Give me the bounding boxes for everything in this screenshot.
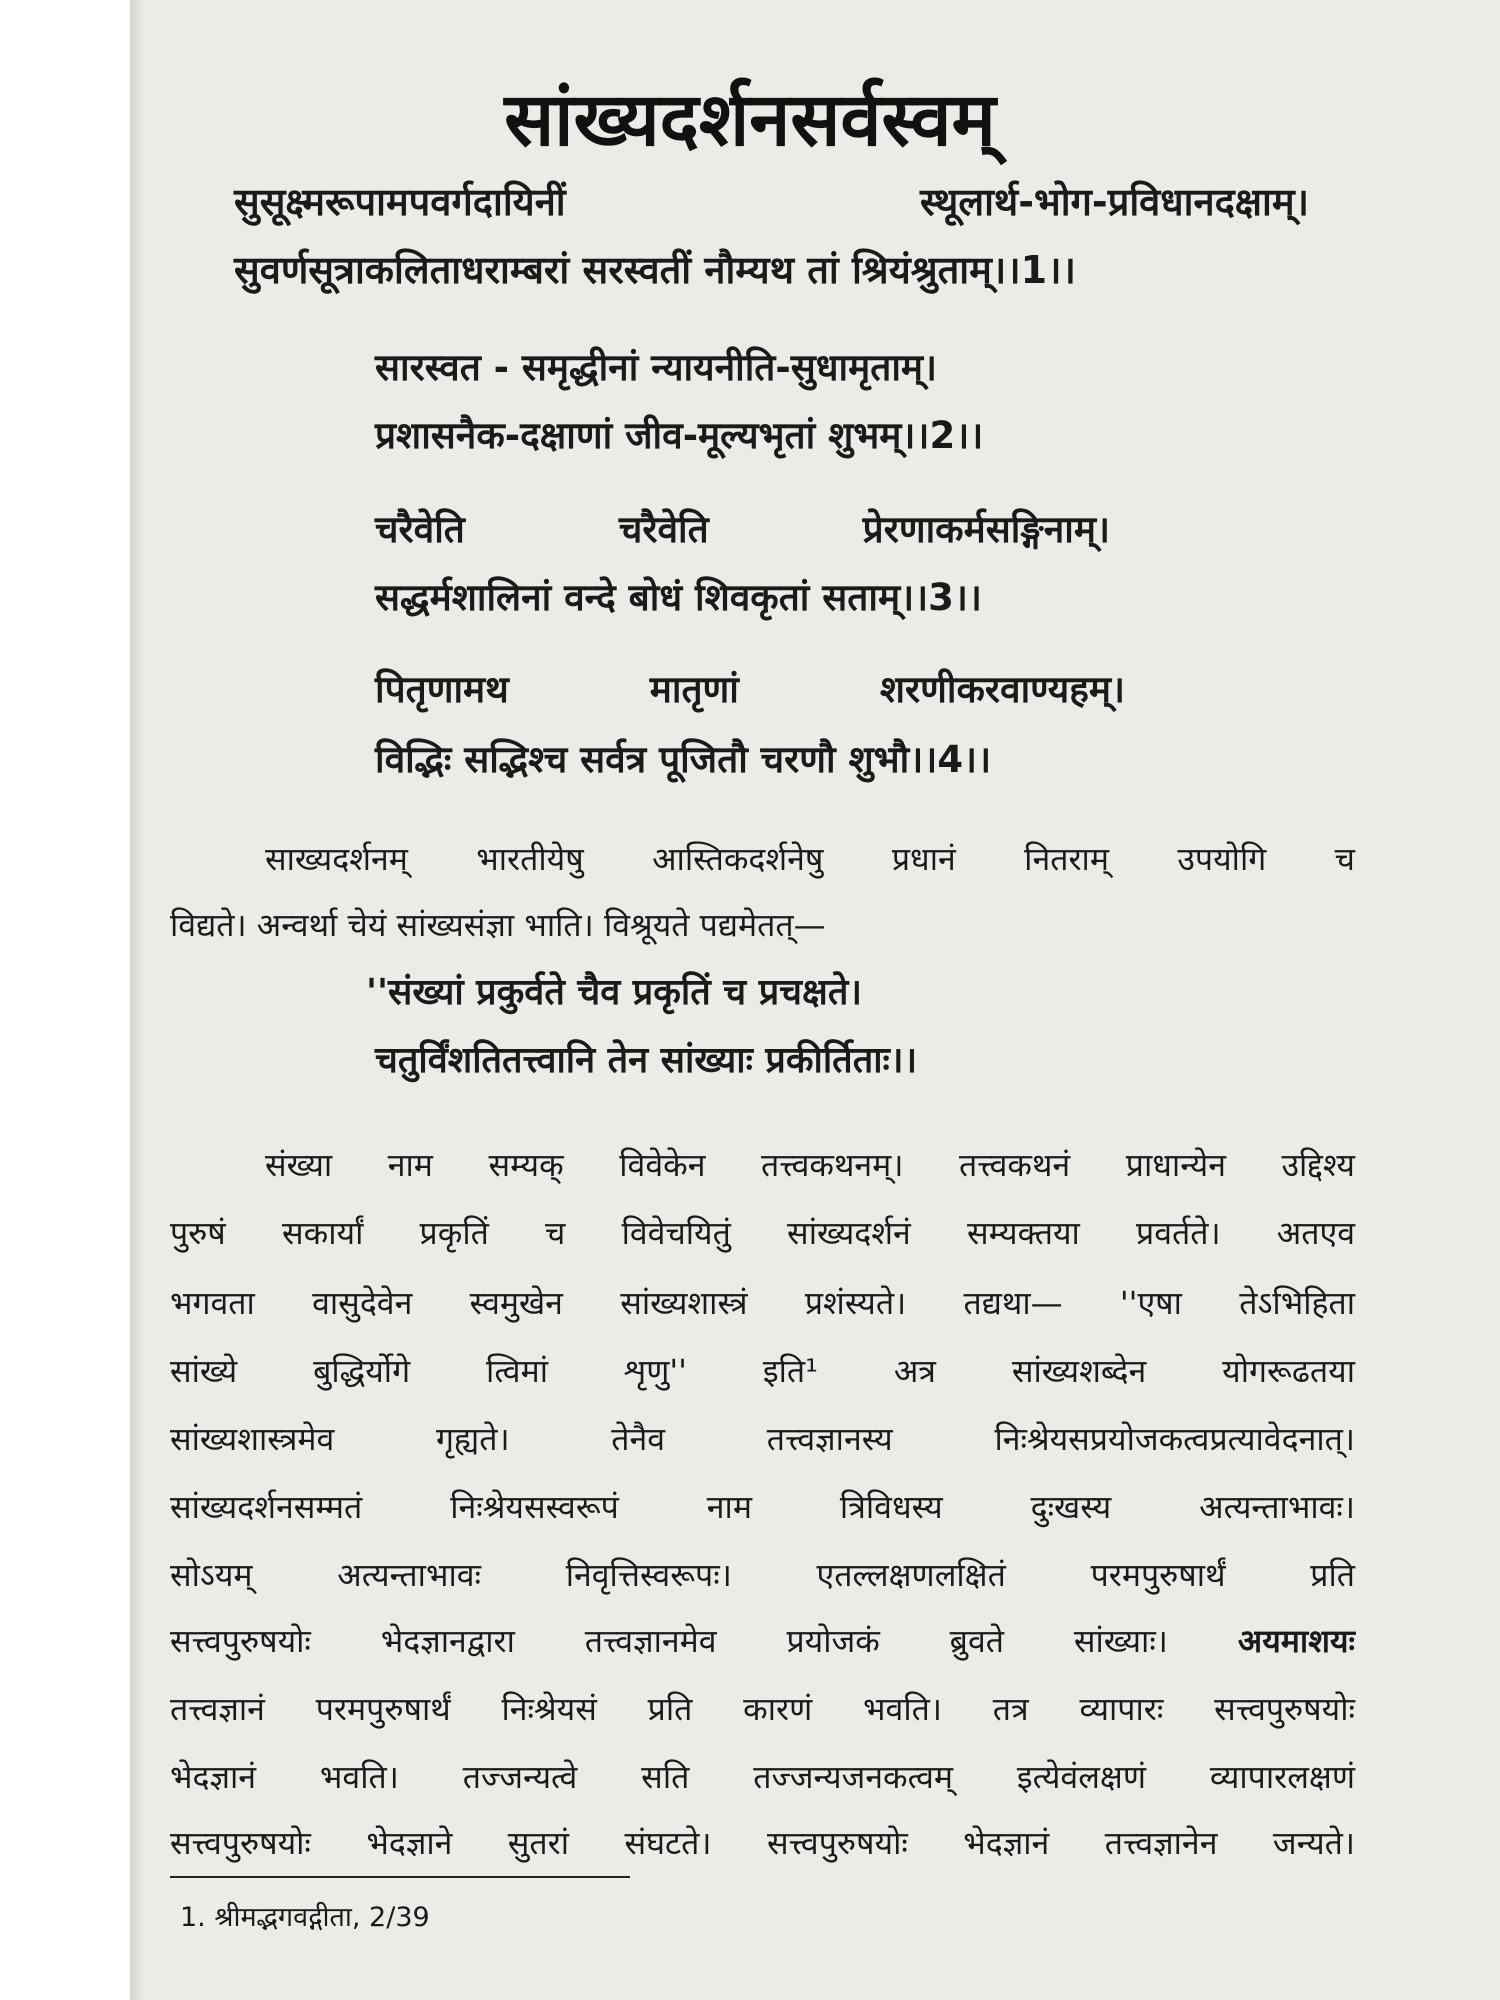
page-gutter-shadow bbox=[130, 0, 144, 2000]
bold-phrase: अयमाशयः bbox=[1237, 1622, 1355, 1660]
paragraph-2-line-4: सांख्ये बुद्धिर्योगे त्विमां शृणु'' इति¹ अत्र सांख्यशब्देन योगरूढतया bbox=[170, 1352, 1355, 1390]
paragraph-2-line-3: भगवता वासुदेवेन स्वमुखेन सांख्यशास्त्रं प्रशंस्यते। तद्यथा— ''एषा तेऽभिहिता bbox=[170, 1284, 1355, 1322]
paragraph-2-line-2: पुरुषं सकार्यां प्रकृतिं च विवेचयितुं सांख्यदर्शनं सम्यक्तया प्रवर्तते। अतएव bbox=[170, 1214, 1355, 1252]
intro-verse-line-2: सुवर्णसूत्राकलिताधराम्बरां सरस्वतीं नौम्यथ तां श्रियंश्रुताम्।।1।। bbox=[234, 248, 1076, 292]
paragraph-2-line-7: सोऽयम् अत्यन्ताभावः निवृत्तिस्वरूपः। एतल्लक्षणलक्षितं परमपुरुषार्थं प्रति bbox=[170, 1556, 1355, 1594]
sentence-text: सत्त्वपुरुषयोः भेदज्ञानद्वारा तत्त्वज्ञानमेव प्रयोजकं ब्रुवते सांख्याः। bbox=[170, 1622, 1238, 1660]
paragraph-3-line-1: तत्त्वज्ञानं परमपुरुषार्थं निःश्रेयसं प्रति कारणं भवति। तत्र व्यापारः सत्त्वपुरुषयोः bbox=[170, 1690, 1355, 1728]
verse-3-line-1: चरैवेति चरैवेति प्रेरणाकर्मसङ्गिनाम्। bbox=[375, 508, 1110, 551]
paragraph-2-line-8 bbox=[170, 1616, 1355, 1666]
verse-3-line-2: सद्धर्मशालिनां वन्दे बोधं शिवकृतां सताम्।।3।। bbox=[375, 576, 982, 619]
paragraph-1-line-2: विद्यते। अन्वर्था चेयं सांख्यसंज्ञा भाति। विश्रूयते पद्यमेतत्— bbox=[170, 906, 826, 944]
paragraph-2-line-5: सांख्यशास्त्रमेव गृह्यते। तेनैव तत्त्वज्ञानस्य निःश्रेयसप्रयोजकत्वप्रत्यावेदनात्। bbox=[170, 1420, 1355, 1458]
paragraph-2-line-6: सांख्यदर्शनसम्मतं निःश्रेयसस्वरूपं नाम त्रिविधस्य दुःखस्य अत्यन्ताभावः। bbox=[170, 1488, 1355, 1526]
quote-line-1: ''संख्यां प्रकुर्वते चैव प्रकृतिं च प्रचक्षते। bbox=[366, 972, 863, 1013]
footnote-rule bbox=[170, 1876, 630, 1878]
paragraph-1-line-1: साख्यदर्शनम् भारतीयेषु आस्तिकदर्शनेषु प्रधानं नितराम् उपयोगि च bbox=[265, 840, 1355, 878]
paragraph-2-line-1: संख्या नाम सम्यक् विवेकेन तत्त्वकथनम्। तत्त्वकथनं प्राधान्येन उद्दिश्य bbox=[265, 1146, 1355, 1184]
verse-4-line-1: पितृणामथ मातृणां शरणीकरवाण्यहम्। bbox=[375, 668, 1125, 711]
verse-2-line-1: सारस्वत - समृद्धीनां न्यायनीति-सुधामृताम्। bbox=[375, 346, 938, 389]
quote-line-2: चतुर्विंशतितत्त्वानि तेन सांख्याः प्रकीर्तिताः।। bbox=[375, 1040, 918, 1081]
paragraph-3-line-2: भेदज्ञानं भवति। तज्जन्यत्वे सति तज्जन्यजनकत्वम् इत्येवंलक्षणं व्यापारलक्षणं bbox=[170, 1758, 1355, 1796]
page-title: सांख्यदर्शनसर्वस्वम् bbox=[504, 77, 996, 163]
verse-4-line-2: विद्भिः सद्भिश्च सर्वत्र पूजितौ चरणौ शुभौ।।4।। bbox=[375, 738, 992, 781]
intro-verse-line-1: सुसूक्ष्मरूपामपवर्गदायिनीं स्थूलार्थ-भोग-प्रविधानदक्षाम्। bbox=[234, 180, 1309, 224]
verse-2-line-2: प्रशासनैक-दक्षाणां जीव-मूल्यभृतां शुभम्।।2।। bbox=[375, 414, 984, 457]
paragraph-3-line-3: सत्त्वपुरुषयोः भेदज्ञाने सुतरां संघटते। सत्त्वपुरुषयोः भेदज्ञानं तत्त्वज्ञानेन जन्यते। bbox=[170, 1824, 1355, 1862]
footnote: 1. श्रीमद्भगवद्गीता, 2/39 bbox=[180, 1902, 430, 1933]
